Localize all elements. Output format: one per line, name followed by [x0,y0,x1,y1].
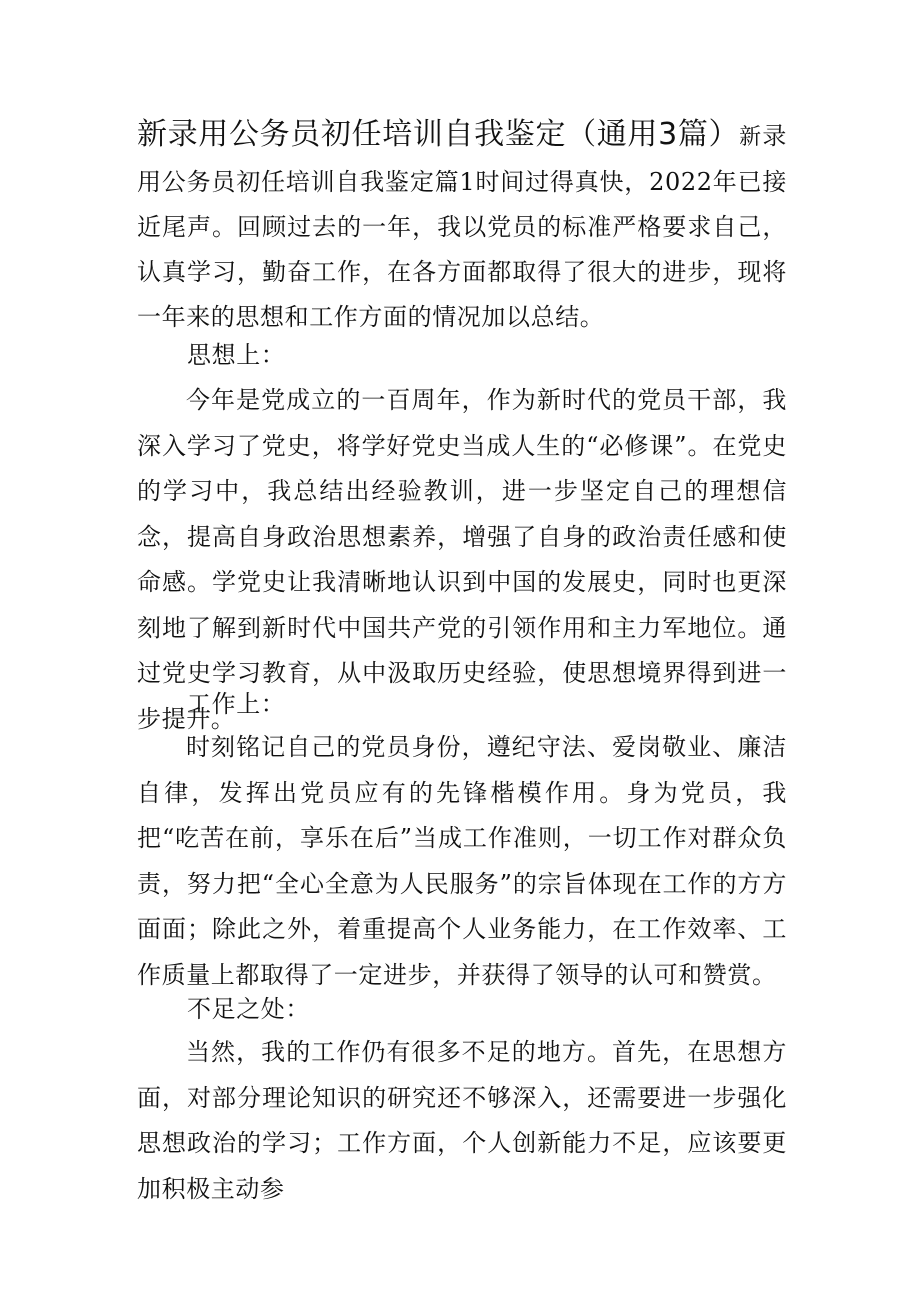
section-body-thought: 今年是党成立的一百周年，作为新时代的党员干部，我深入学习了党史，将学好党史当成人生的“必修课”。在党史的学习中，我总结出经验教训，进一步坚定自己的理想信念，提高自身政治思想素养，增强了自身的政治责任感和使命感。学党史让我清晰地认识到中国的发展史，同时也更深刻地了解到新时代中国共产党的引领作用和主力军地位。通过党史学习教育，从中汲取历史经验，使思想境界得到进一步提升。 [137,386,787,733]
intro-paragraph [137,112,787,340]
intro-text: 录用公务员初任培训自我鉴定篇1时间过得真快，2022年已接近尾声。回顾过去的一年，我以党员的标准严格要求自己，认真学习，勤奋工作，在各方面都取得了很大的进步，现将一年来的思想和工作方面的情况加以总结。 [137,122,787,331]
section-body-shortcomings: 当然，我的工作仍有很多不足的地方。首先，在思想方面，对部分理论知识的研究还不够深入，还需要进一步强化思想政治的学习；工作方面，个人创新能力不足，应该要更加积极主动参 [137,1038,787,1203]
section-heading-thought: 思想上： [187,341,286,369]
title-tail-text: 新 [739,125,763,150]
document-title: 新录用公务员初任培训自我鉴定（通用3篇） [137,117,740,152]
section-body-work: 时刻铭记自己的党员身份，遵纪守法、爱岗敬业、廉洁自律，发挥出党员应有的先锋楷模作用。身为党员，我把“吃苦在前，享乐在后”当成工作准则，一切工作对群众负责，努力把“全心全意为人民服务”的宗旨体现在工作的方方面面；除此之外，着重提高个人业务能力，在工作效率、工作质量上都取得了一定进步，并获得了领导的认可和赞赏。 [137,733,787,989]
section-heading-shortcomings: 不足之处： [187,995,310,1023]
section-heading-work: 工作上： [187,690,286,718]
